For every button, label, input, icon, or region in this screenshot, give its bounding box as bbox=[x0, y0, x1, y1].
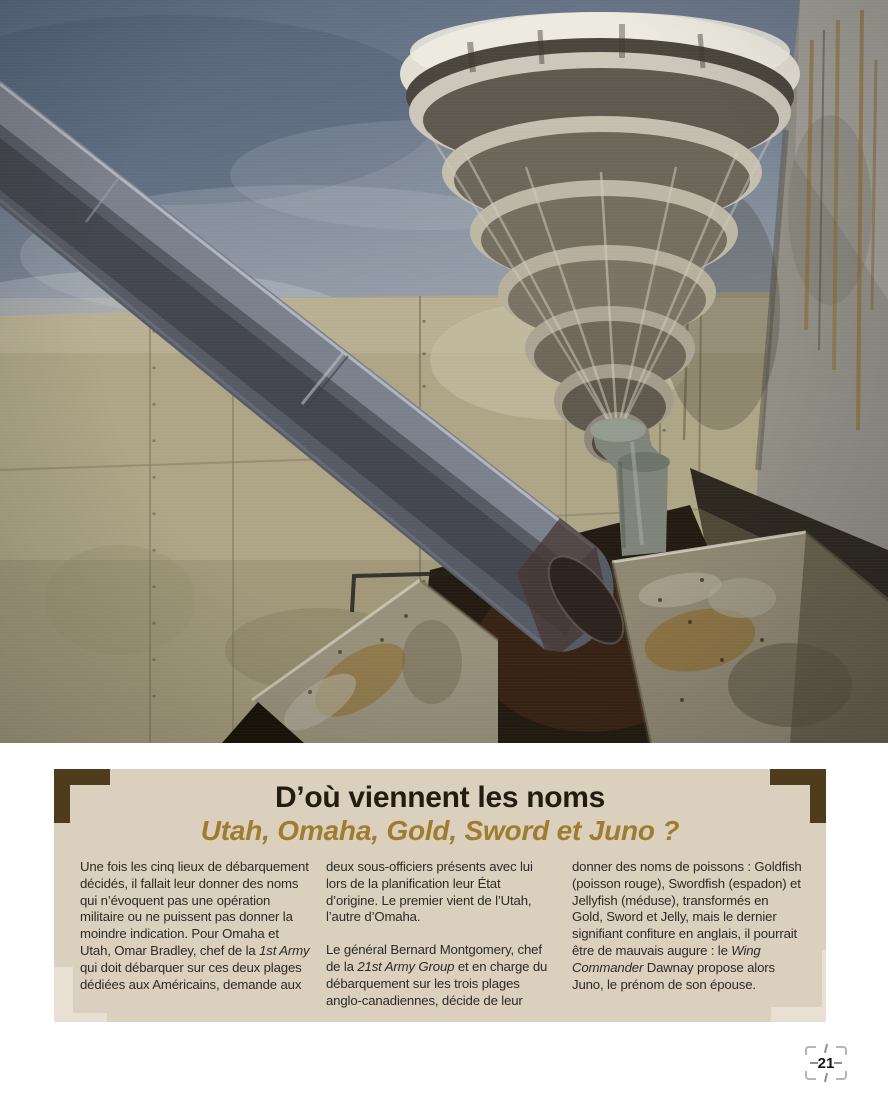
corner-bracket-top-right-icon bbox=[770, 769, 826, 823]
box-subtitle: Utah, Omaha, Gold, Sword et Juno ? bbox=[200, 815, 680, 846]
crosshair-icon bbox=[824, 1044, 828, 1053]
corner-step-bottom-right bbox=[771, 1007, 826, 1022]
reticle-corner-icon bbox=[805, 1046, 816, 1055]
reticle-corner-icon bbox=[805, 1071, 816, 1080]
reticle-corner-icon bbox=[836, 1046, 847, 1055]
corner-bracket-top-left-icon bbox=[54, 769, 110, 823]
page-number: 21 bbox=[817, 1055, 835, 1072]
text-column-2: deux sous-officiers présents avec lui lors de la planification leur État d’origine. Le premier vient de l’Utah, l’autre d’Omaha. Le général Bernard Montgomery, chef de la 21st Army Group et en charge du débarquement sur les trois plages anglo-canadiennes, décide de leur bbox=[326, 859, 548, 1008]
page-number-marker bbox=[805, 1046, 847, 1080]
text-column-1: Une fois les cinq lieux de débarquement décidés, il fallait leur donner des noms qui n’évoquent pas une opération militaire ou ne puissent pas donner la moindre indication. Pour Omaha et Utah, Omar Bradley, chef de la 1st Army qui doit débarquer sur ces deux plages dédiées aux Américains, demande aux bbox=[80, 859, 310, 992]
text-columns bbox=[80, 859, 802, 1006]
corner-step-bottom-left bbox=[54, 1013, 107, 1022]
sidebar-box bbox=[54, 769, 826, 1022]
box-title: D’où viennent les noms bbox=[274, 781, 606, 814]
text-column-3: donner des noms de poissons : Goldfish (poisson rouge), Swordfish (espadon) et Jellyfish (méduse), transformés en Gold, Sword et Jelly, mais le dernier signifiant confiture en anglais, il pourrait être de mauvais augure : le Wing Commander Dawnay propose alors Juno, le prénom de son épouse. bbox=[572, 859, 802, 992]
reticle-corner-icon bbox=[836, 1071, 847, 1080]
corner-step-bottom-right bbox=[822, 950, 826, 1022]
crosshair-icon bbox=[824, 1073, 828, 1082]
